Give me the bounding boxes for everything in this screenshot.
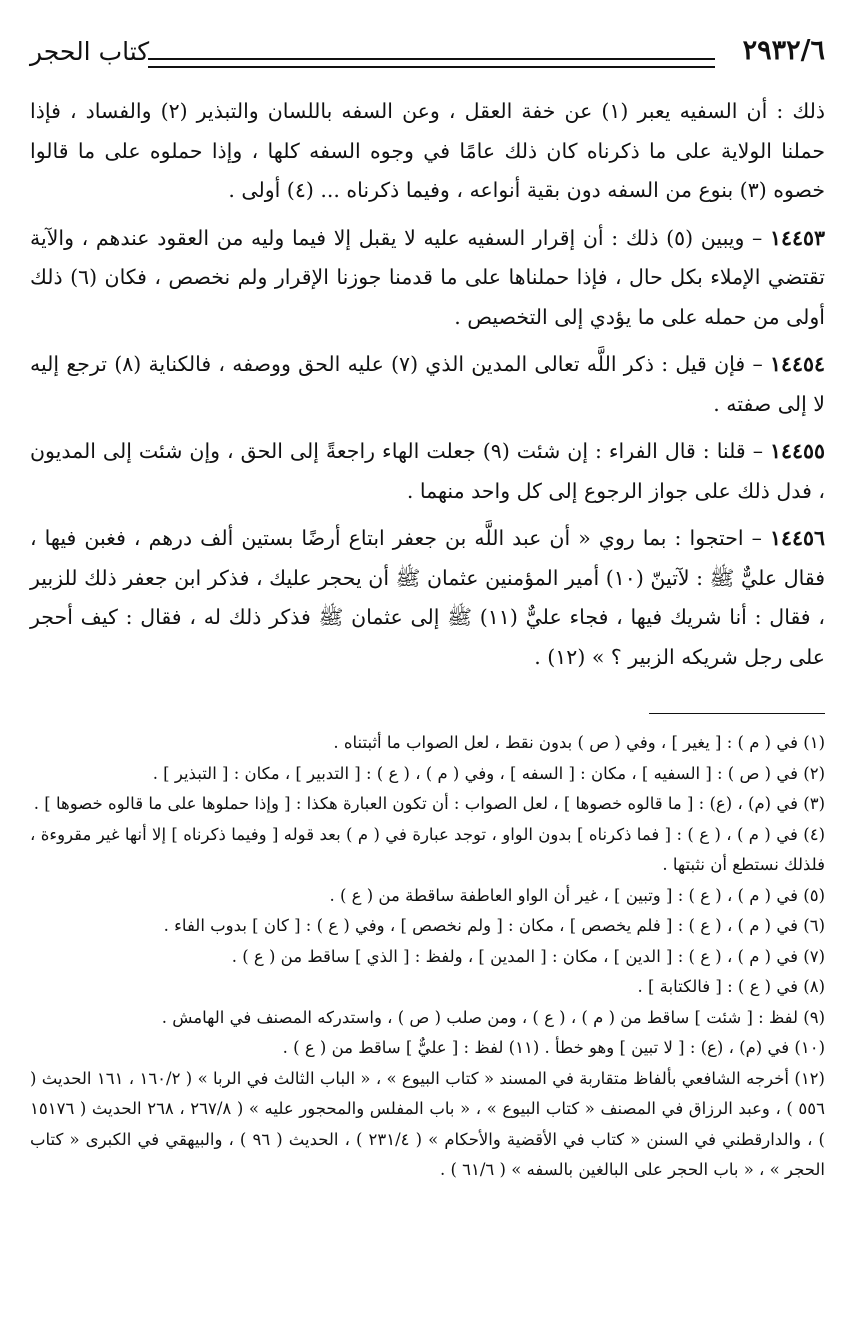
paragraph-text: – قلنا : قال الفراء : إن شئت (٩) جعلت الهاء راجعةً إلى الحق ، وإن شئت إلى المديون ، فدل ذلك على جواز الرجوع إلى كل واحد منهما . — [30, 439, 825, 503]
footnotes — [30, 728, 825, 1186]
footnote: (٢) في ( ص ) : [ السفيه ] ، مكان : [ السفه ] ، وفي ( م ) ، ( ع ) : [ التدبير ] ، مكان : [ التبذير ] . — [152, 763, 825, 783]
footnote: (٩) لفظ : [ شئت ] ساقط من ( م ) ، ( ع ) ، ومن صلب ( ص ) ، واستدركه المصنف في الهامش . — [161, 1007, 825, 1027]
paragraph — [30, 432, 825, 511]
page-number: ٢٩٣٢/٦ — [742, 35, 825, 66]
paragraph-text: – ويبين (٥) ذلك : أن إقرار السفيه عليه لا يقبل إلا فيما وليه من العقود عندهم ، والآية تقتضي الإملاء بكل حال ، فإذا حملناها على ما قدمنا جوزنا الإقرار ولم نخصص ، فكان (٦) ذلك أولى من حمله على ما يؤدي إلى التخصيص . — [30, 225, 825, 329]
footnote: (١٢) أخرجه الشافعي بألفاظ متقاربة في المسند « كتاب البيوع » ، « الباب الثالث في الربا » ( ١٦٠/٢ ، ١٦١ الحديث ( ٥٥٦ ) ، وعبد الرزاق في المصنف « كتاب البيوع » ، « باب المفلس والمحجور عليه » ( ٢٦٧/٨ ، ٢٦٨ الحديث ( ١٥١٧٦ ) ، والدارقطني في السنن « كتاب في الأقضية والأحكام » ( ٢٣١/٤ ) ، الحديث ( ٩٦ ) ، والبيهقي في الكبرى « كتاب الحجر » ، « باب الحجر على البالغين بالسفه » ( ٦١/٦ ) . — [30, 1068, 825, 1179]
footnote: (٥) في ( م ) ، ( ع ) : [ وتبين ] ، غير أن الواو العاطفة ساقطة من ( ع ) . — [329, 885, 825, 905]
paragraph-text: – فإن قيل : ذكر اللَّه تعالى المدين الذي (٧) عليه الحق ووصفه ، فالكناية (٨) ترجع إليه لا إلى صفته . — [30, 352, 825, 416]
paragraph — [30, 519, 825, 677]
paragraph-number: ١٤٤٥٣ — [769, 225, 825, 250]
paragraph — [30, 219, 825, 338]
footnote: (١٠) في (م) ، (ع) : [ لا تبين ] وهو خطأ . (١١) لفظ : [ عليٌّ ] ساقط من ( ع ) . — [282, 1038, 825, 1057]
paragraph-text: ذلك : أن السفيه يعبر (١) عن خفة العقل ، وعن السفه باللسان والتبذير (٢) والفساد ، فإذا حملنا الولاية على ما ذكرناه كان ذلك عامًا في وجوه السفه كلها ، وإذا حملوه على ما قالوا خصوه (٣) بنوع من السفه دون بقية أنواعه ، وفيما ذكرناه ... (٤) أولى . — [30, 99, 825, 202]
footnote: (٣) في (م) ، (ع) : [ ما قالوه خصوها ] ، لعل الصواب : أن تكون العبارة هكذا : [ وإذا حملوها على ما قالوه خصوها ] . — [33, 794, 825, 813]
footnote: (٨) في ( ع ) : [ فالكتابة ] . — [637, 977, 825, 996]
header-rule — [148, 58, 715, 68]
book-title: كتاب الحجر — [30, 37, 150, 66]
paragraph — [30, 345, 825, 424]
paragraph-number: ١٤٤٥٦ — [769, 526, 825, 550]
page — [30, 30, 825, 1186]
footnote: (٤) في ( م ) ، ( ع ) : [ فما ذكرناه ] بدون الواو ، توجد عبارة في ( م ) بعد قوله [ وفيما ذكرناه ] إلا أنها غير مقروءة ، فلذلك نستطع أن نثبتها . — [30, 824, 825, 874]
running-header — [30, 30, 825, 74]
footnote: (٦) في ( م ) ، ( ع ) : [ فلم يخصص ] ، مكان : [ ولم نخصص ] ، وفي ( ع ) : [ كان ] بدوب الفاء . — [163, 916, 825, 935]
paragraph-text: – احتجوا : بما روي « أن عبد اللَّه بن جعفر ابتاع أرضًا بستين ألف درهم ، فغبن فيها ، فقال عليٌّ ﷺ : لآتينّ (١٠) أمير المؤمنين عثمان ﷺ أن يحجر عليك ، فذكر ابن جعفر ذلك للزبير ، فقال : أنا شريك فيها ، فجاء عليٌّ (١١) ﷺ إلى عثمان ﷺ فذكر ذلك له ، فقال : كيف أحجر على رجل شريكه الزبير ؟ » (١٢) . — [30, 526, 825, 669]
paragraph-number: ١٤٤٥٥ — [769, 439, 825, 463]
footnote: (٧) في ( م ) ، ( ع ) : [ الدين ] ، مكان : [ المدين ] ، ولفظ : [ الذي ] ساقط من ( ع ) . — [231, 946, 825, 966]
paragraph — [30, 92, 825, 211]
main-text — [30, 92, 825, 677]
footnote: (١) في ( م ) : [ يغير ] ، وفي ( ص ) بدون نقط ، لعل الصواب ما أثبتناه . — [333, 733, 825, 752]
footnote-rule — [649, 713, 825, 714]
paragraph-number: ١٤٤٥٤ — [769, 352, 825, 376]
